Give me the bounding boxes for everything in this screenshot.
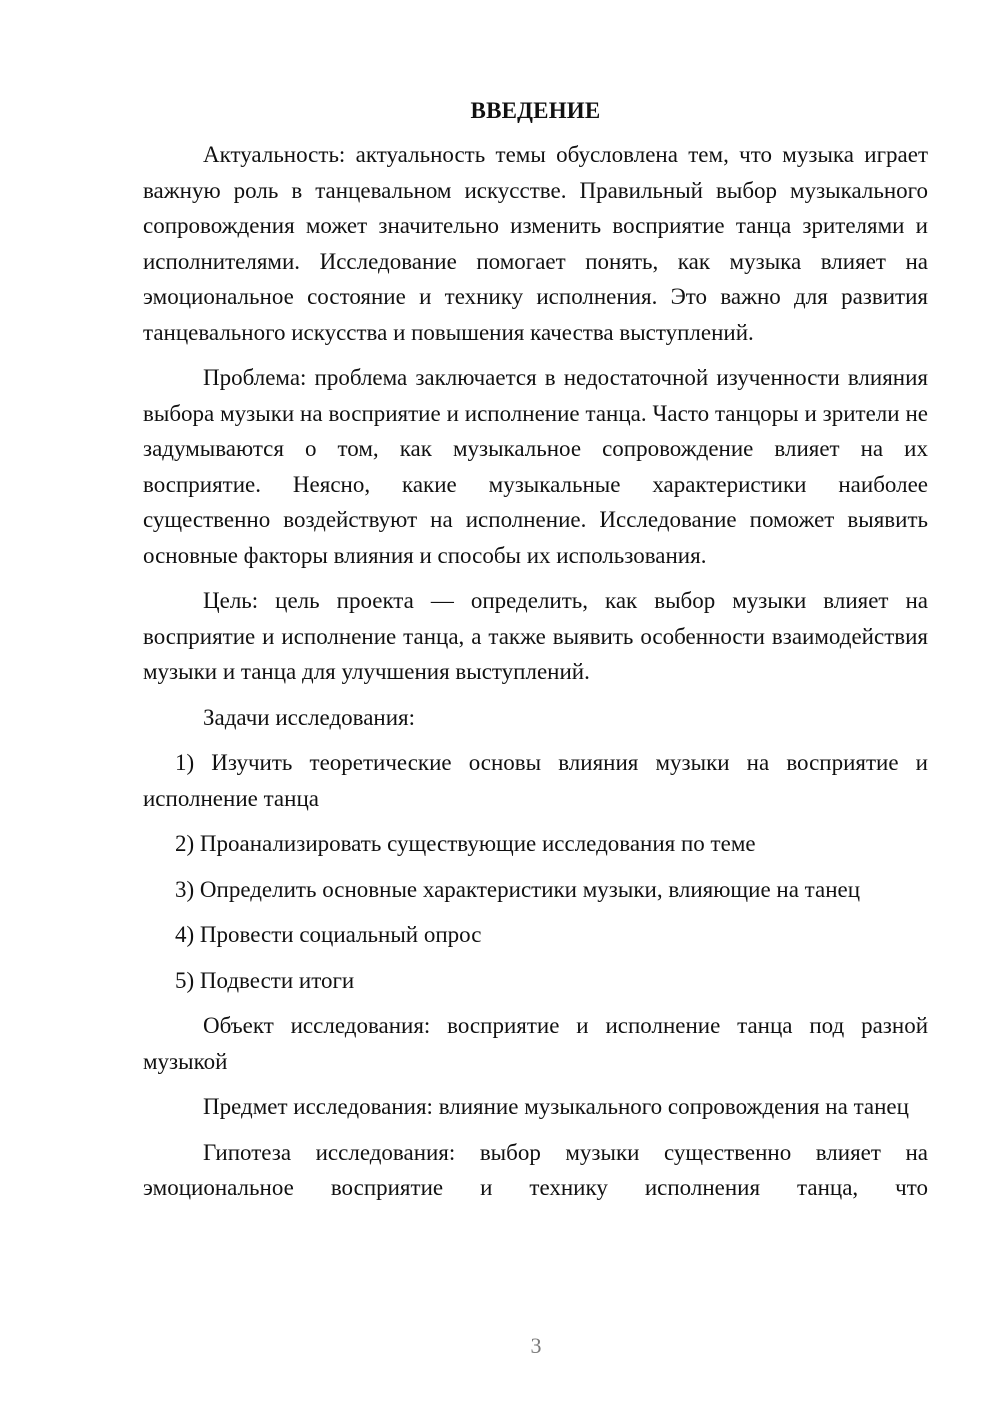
task-item: 1) Изучить теоретические основы влияния музыки на восприятие и исполнение танца [143,750,928,811]
object-paragraph: Объект исследования: восприятие и исполнение танца под разной музыкой [143,1013,928,1074]
task-item: 5) Подвести итоги [175,967,355,993]
page-number: 3 [530,1333,542,1358]
task-item: 4) Провести социальный опрос [175,922,482,947]
tasks-title: Задачи исследования: [203,704,416,730]
task-item: 3) Определить основные характеристики музыки, влияющие на танец [175,876,861,902]
tasks-list [143,745,928,998]
page-content [143,95,928,1216]
relevance-paragraph: Актуальность: актуальность темы обусловлена тем, что музыка играет важную роль в танцевальном искусстве. Правильный выбор музыкального сопровождения может значительно изменить восприятие танца зрителями и исполнителями. Исследование помогает понять, как музыка влияет на эмоциональное состояние и технику исполнения. Это важно для развития танцевального искусства и повышения качества выступлений. [143,142,928,345]
hypothesis-paragraph: Гипотеза исследования: выбор музыки существенно влияет на эмоциональное восприятие и технику исполнения танца, что [143,1139,928,1200]
subject-paragraph: Предмет исследования: влияние музыкального сопровождения на танец [203,1094,909,1119]
goal-paragraph: Цель: цель проекта — определить, как выбор музыки влияет на восприятие и исполнение танца, а также выявить особенности взаимодействия музыки и танца для улучшения выступлений. [143,588,928,684]
section-heading: ВВЕДЕНИЕ [470,98,601,123]
task-item: 2) Проанализировать существующие исследования по теме [175,831,756,856]
problem-paragraph: Проблема: проблема заключается в недостаточной изученности влияния выбора музыки на восприятие и исполнение танца. Часто танцоры и зрители не задумываются о том, как музыкальное сопровождение влияет на их восприятие. Неясно, какие музыкальные характеристики наиболее существенно воздействуют на исполнение. Исследование поможет выявить основные факторы влияния и способы их использования. [143,365,928,568]
